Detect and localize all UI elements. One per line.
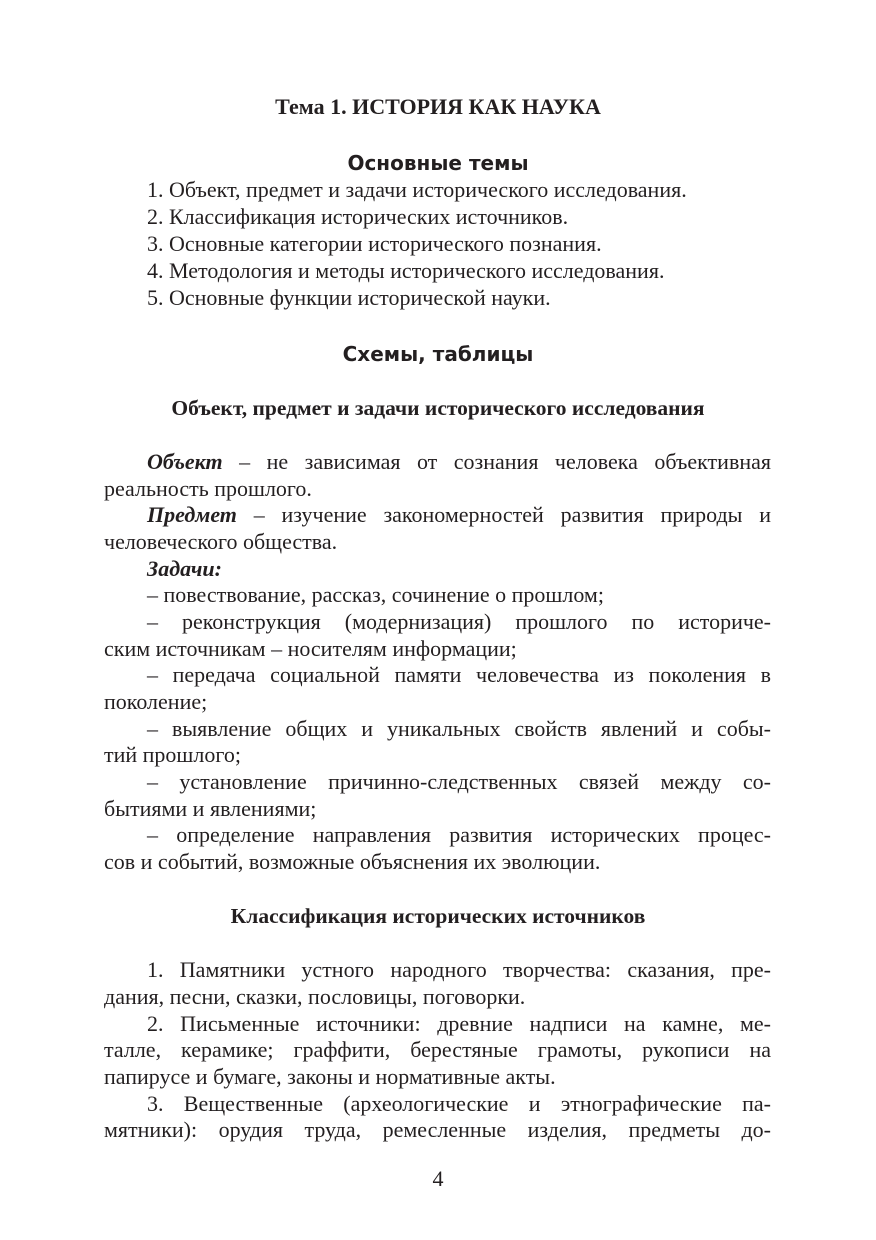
main-topics-heading: Основные темы	[347, 151, 529, 175]
sources-line: папирусе и бумаге, законы и нормативные акты.	[104, 1064, 556, 1089]
task-line: поколение;	[104, 689, 208, 714]
sources-line: талле, керамике; граффити, берестяные грамоты, рукописи на	[104, 1037, 771, 1062]
topic-item: 3. Основные категории исторического познания.	[147, 231, 602, 256]
sources-line: 1. Памятники устного народного творчества: сказания, пре-	[147, 957, 771, 982]
object-definition-line: реальность прошлого.	[104, 476, 312, 501]
section-heading-sources: Классификация исторических источников	[230, 904, 646, 928]
subject-definition-line: Предмет – изучение закономерностей развития природы и	[147, 502, 771, 527]
sources-line: дания, песни, сказки, пословицы, поговорки.	[104, 984, 526, 1009]
topic-item: 2. Классификация исторических источников.	[147, 204, 569, 229]
page-title: Тема 1. ИСТОРИЯ КАК НАУКА	[275, 94, 601, 119]
page-number: 4	[432, 1166, 444, 1191]
task-line: – определение направления развития исторических процес-	[147, 822, 771, 847]
task-line: ским источникам – носителям информации;	[104, 636, 517, 661]
sources-line: 2. Письменные источники: древние надписи на камне, ме-	[147, 1011, 771, 1036]
subject-term: Предмет	[147, 502, 237, 527]
sources-line: мятники): орудия труда, ремесленные изделия, предметы до-	[104, 1117, 771, 1142]
task-line: бытиями и явлениями;	[104, 796, 317, 821]
task-line: сов и событий, возможные объяснения их эволюции.	[104, 849, 601, 874]
sources-line: 3. Вещественные (археологические и этнографические па-	[147, 1091, 771, 1116]
tasks-term: Задачи:	[147, 556, 222, 581]
topic-item: 4. Методология и методы исторического исследования.	[147, 258, 665, 283]
task-line: – повествование, рассказ, сочинение о прошлом;	[147, 582, 604, 607]
section-heading-object: Объект, предмет и задачи исторического исследования	[171, 396, 705, 420]
task-line: – реконструкция (модернизация) прошлого по историче-	[147, 609, 771, 634]
object-definition-line: Объект – не зависимая от сознания человека объективная	[147, 449, 771, 474]
topic-item: 1. Объект, предмет и задачи исторического исследования.	[147, 177, 687, 202]
task-line: – передача социальной памяти человечества из поколения в	[147, 662, 771, 687]
topic-item: 5. Основные функции исторической науки.	[147, 285, 551, 310]
task-line: – установление причинно-следственных связей между со-	[147, 769, 771, 794]
subject-definition-line: человеческого общества.	[104, 529, 338, 554]
schemes-heading: Схемы, таблицы	[342, 342, 534, 366]
task-line: – выявление общих и уникальных свойств явлений и собы-	[147, 716, 771, 741]
object-term: Объект	[147, 449, 223, 474]
task-line: тий прошлого;	[104, 742, 241, 767]
